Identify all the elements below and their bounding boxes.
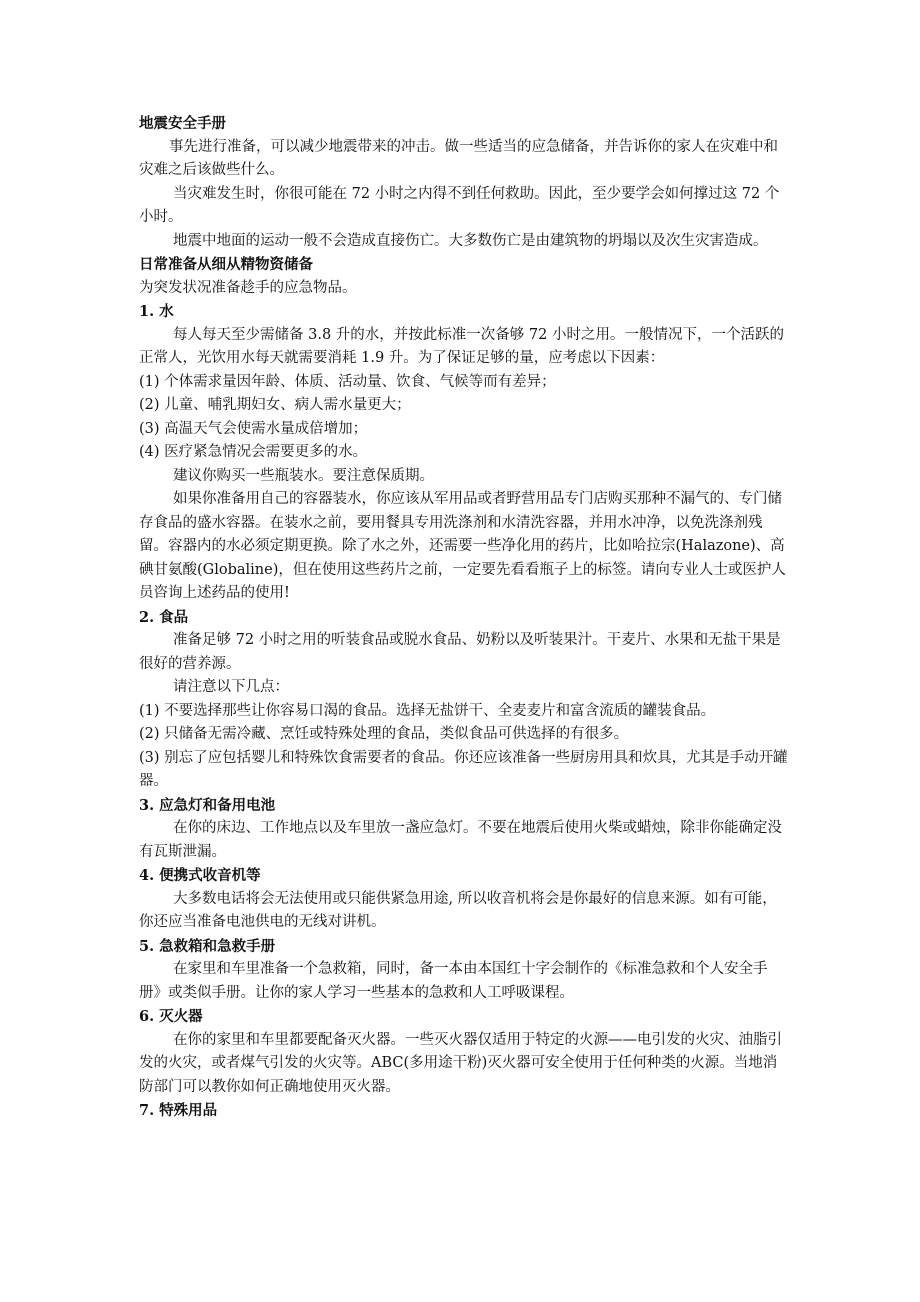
section-1-paragraph-2: 建议你购买一些瓶装水。要注意保质期。 — [173, 467, 434, 484]
section-1-item-3: (3) 高温天气会使需水量成倍增加； — [139, 420, 368, 437]
section-7-heading: 7. 特殊用品 — [139, 1102, 218, 1119]
section-1-paragraph-3: 如果你准备用自己的容器装水，你应该从军用品或者野营用品专门店购买那种不漏气的、专门储存食品的盛水容器。在装水之前，要用餐具专用洗涤剂和水清洗容器，并用水冲净，以免洗涤剂残留。容器内的水必须定期更换。除了水之外，还需要一些净化用的药片，比如哈拉宗(Halazone)、高碘甘氨酸(Globaline)，但在使用这些药片之前，一定要先看看瓶子上的标签。请向专业人士或医护人员咨询上述药品的使用! — [139, 491, 786, 601]
section-1-paragraph-1: 每人每天至少需储备 3.8 升的水，并按此标准一次备够 72 小时之用。一般情况下，一个活跃的正常人，光饮用水每天就需要消耗 1.9 升。为了保证足够的量，应考虑以下因素： — [139, 326, 784, 366]
prep-line: 为突发状况准备趁手的应急物品。 — [139, 279, 357, 296]
section-2-item-3: (3) 别忘了应包括婴儿和特殊饮食需要者的食品。你还应该准备一些厨房用具和炊具，尤其是手动开罐器。 — [139, 749, 788, 789]
section-6-paragraph-1: 在你的家里和车里都要配备灭火器。一些灭火器仅适用于特定的火源——电引发的火灾、油脂引发的火灾，或者煤气引发的火灾等。ABC(多用途干粉)灭火器可安全使用于任何种类的火源。当地消防部门可以教你如何正确地使用灭火器。 — [139, 1031, 782, 1095]
section-2-heading: 2. 食品 — [139, 608, 189, 626]
section-1-item-1: (1) 个体需求量因年龄、体质、活动量、饮食、气候等而有差异； — [139, 373, 556, 390]
section-1-item-2: (2) 儿童、哺乳期妇女、病人需水量更大； — [139, 397, 411, 413]
document-title: 地震安全手册 — [139, 115, 226, 132]
intro-paragraph-2: 当灾难发生时，你很可能在 72 小时之内得不到任何救助。因此，至少要学会如何撑过这 72 个小时。 — [139, 185, 780, 225]
document-page — [139, 112, 789, 1123]
section-2-item-2: (2) 只储备无需冷藏、烹饪或特殊处理的食品，类似食品可供选择的有很多。 — [139, 726, 629, 742]
section-1-item-4: (4) 医疗紧急情况会需要更多的水。 — [139, 444, 368, 460]
section-6-heading: 6. 灭火器 — [139, 1008, 203, 1025]
section-1-heading: 1. 水 — [139, 303, 174, 320]
section-2-paragraph-1: 准备足够 72 小时之用的听装食品或脱水食品、奶粉以及听装果汁。干麦片、水果和无盐干果是很好的营养源。 — [139, 632, 781, 672]
section-3-heading: 3. 应急灯和备用电池 — [139, 796, 276, 814]
prep-heading: 日常准备从细从精物资储备 — [139, 256, 313, 273]
section-2-paragraph-2: 请注意以下几点： — [173, 679, 289, 695]
section-2-item-1: (1) 不要选择那些让你容易口渴的食品。选择无盐饼干、全麦麦片和富含流质的罐装食品。 — [139, 702, 716, 719]
section-5-paragraph-1: 在家里和车里准备一个急救箱，同时，备一本由本国红十字会制作的《标准急救和个人安全手册》或类似手册。让你的家人学习一些基本的急救和人工呼吸课程。 — [139, 961, 768, 1001]
intro-paragraph-1: 事先进行准备，可以减少地震带来的冲击。做一些适当的应急储备，并告诉你的家人在灾难中和灾难之后该做些什么。 — [139, 138, 778, 178]
section-5-heading: 5. 急救箱和急救手册 — [139, 937, 276, 955]
section-4-heading: 4. 便携式收音机等 — [139, 867, 261, 884]
intro-paragraph-3: 地震中地面的运动一般不会造成直接伤亡。大多数伤亡是由建筑物的坍塌以及次生灾害造成。 — [173, 232, 768, 249]
section-4-paragraph-1: 大多数电话将会无法使用或只能供紧急用途, 所以收音机将会是你最好的信息来源。如有可能，你还应当准备电池供电的无线对讲机。 — [139, 890, 777, 930]
section-3-paragraph-1: 在你的床边、工作地点以及车里放一盏应急灯。不要在地震后使用火柴或蜡烛，除非你能确定没有瓦斯泄漏。 — [139, 820, 782, 860]
